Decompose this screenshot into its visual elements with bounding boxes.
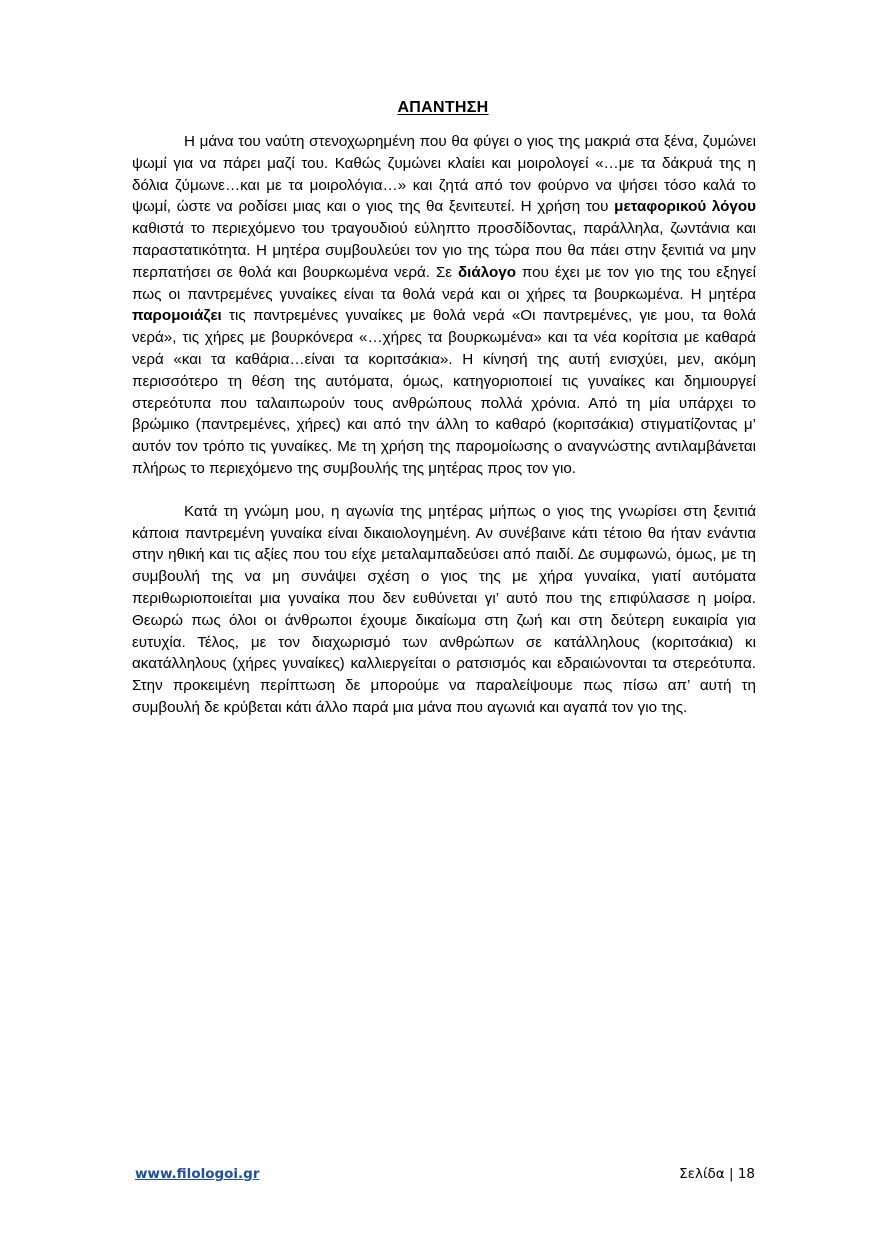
paragraph-1-text: τις παντρεμένες γυναίκες με θολά νερά «Οι παντρεμένες, γιε μου, τα θολά νερά», τις χήρες με βουρκόνερα «…χήρες τα βουρκωμένα» και τα νέα κορίτσια με καθαρά νερά «και τα καθάρια…είναι τα κοριτσάκια». Η κίνησή της αυτή ενισχύει, μεν, ακόμη περισσότερο τη θέση της αυτόματα, όμως, κατηγοριοποιεί τις γυναίκες και δημιουργεί στερεότυπα που ταλαιπωρούν τους ανθρώπους πολλά χρόνια. Από τη μία υπάρχει το βρώμικο (παντρεμένες, χήρες) και από την άλλη το καθαρό (κοριτσάκια) στιγματίζοντας μ’ αυτόν τον τρόπο τις γυναίκες. Με τη χρήση της παρομοίωσης ο αναγνώστης αντιλαμβάνεται πλήρως το περιεχόμενο της συμβουλής της μητέρας προς τον γιο. <box>132 307 756 477</box>
term-simile: παρομοιάζει <box>132 307 222 325</box>
term-metaphorical-language: μεταφορικού λόγου <box>614 198 757 216</box>
footer-website-link[interactable]: www.filologoi.gr <box>135 1166 260 1182</box>
paragraph-1-text: Η μάνα του ναύτη στενοχωρημένη που θα φύγει ο γιος της μακριά στα ξένα, ζυμώνει ψωμί για να πάρει μαζί του. Καθώς ζυμώνει κλαίει και μοιρολογεί «…με τα δάκρυά της η δόλια ζύμωνε…και με τα μοιρολόγια…» και ζητά από τον φούρνο να ψήσει τόσο καλά το ψωμί, ώστε να ροδίσει μιας και ο γιος της θα ξενιτευτεί. Η χρήση του <box>132 133 756 216</box>
paragraph-1 <box>132 131 756 480</box>
term-dialogue: διάλογο <box>457 263 516 281</box>
paragraph-2 <box>132 501 756 719</box>
page-title: ΑΠΑΝΤΗΣΗ <box>397 99 489 116</box>
paragraph-2-text: Κατά τη γνώμη μου, η αγωνία της μητέρας μήπως ο γιος της γνωρίσει στη ξενιτιά κάποια παντρεμένη γυναίκα είναι δικαιολογημένη. Αν συνέβαινε κάτι τέτοιο θα ήταν ενάντια στην ηθική και τις αξίες που του είχε μεταλαμπαδεύσει από παιδί. Δε συμφωνώ, όμως, με τη συμβουλή της να μη συνάψει σχέση ο γιος της με χήρα γυναίκα, γιατί αυτόματα περιθωριοποιείται μια γυναίκα που δεν ευθύνεται γι’ αυτό που της επιφύλασσε η μοίρα. Θεωρώ πως όλοι οι άνθρωποι έχουμε δικαίωμα στη ζωή και στη δεύτερη ευκαιρία για ευτυχία. Τέλος, με τον διαχωρισμό των ανθρώπων σε κατάλληλους (κοριτσάκια) κι ακατάλληλους (χήρες γυναίκες) καλλιεργείται ο ρατσισμός και εδραιώνονται τα στερεότυπα. Στην προκειμένη περίπτωση δε μπορούμε να παραλείψουμε πως πίσω απ’ αυτή τη συμβουλή δε κρύβεται κάτι άλλο παρά μια μάνα που αγωνιά και αγαπά τον γιο της. <box>132 502 756 716</box>
footer-page-number: Σελίδα | 18 <box>679 1166 755 1182</box>
paragraph-1-text: καθιστά το περιεχόμενο του τραγουδιού εύληπτο προσδίδοντας, παράλληλα, ζωντάνια και παραστατικότητα. Η μητέρα συμβουλεύει τον γιο της τώρα που θα πάει στην ξενιτιά να μην περπατήσει σε θολά και βουρκωμένα νερά. Σε <box>132 220 756 281</box>
paragraph-1-text: που έχει με τον γιο της του εξηγεί πως οι παντρεμένες γυναίκες είναι τα θολά νερά και οι χήρες τα βουρκωμένα. Η μητέρα <box>132 263 757 303</box>
answer-body <box>132 131 756 719</box>
